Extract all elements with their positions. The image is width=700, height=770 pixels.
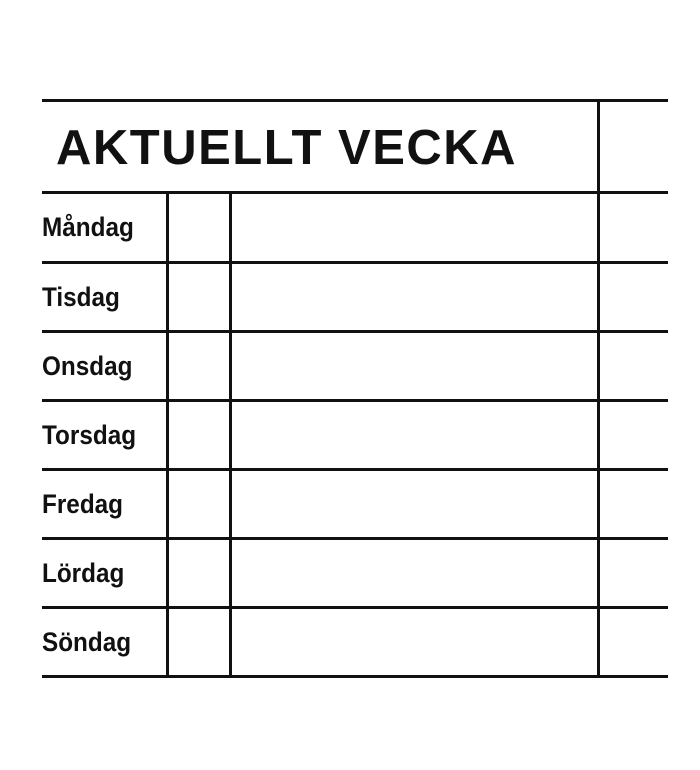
day-label-monday: Måndag bbox=[42, 212, 134, 242]
table-top-border bbox=[42, 99, 668, 102]
table-bottom-border bbox=[42, 675, 668, 678]
day-label-tuesday: Tisdag bbox=[42, 282, 120, 312]
page-title: AKTUELLT VECKA bbox=[56, 121, 518, 175]
day-label-wednesday: Onsdag bbox=[42, 351, 133, 381]
day-label-sunday: Söndag bbox=[42, 627, 132, 657]
schedule-entry-area bbox=[232, 194, 597, 675]
day-label-friday: Fredag bbox=[42, 489, 124, 519]
column-divider bbox=[166, 192, 169, 678]
header-side-cell bbox=[600, 102, 668, 191]
day-label-saturday: Lördag bbox=[42, 558, 125, 588]
day-label-thursday: Torsdag bbox=[42, 420, 137, 450]
